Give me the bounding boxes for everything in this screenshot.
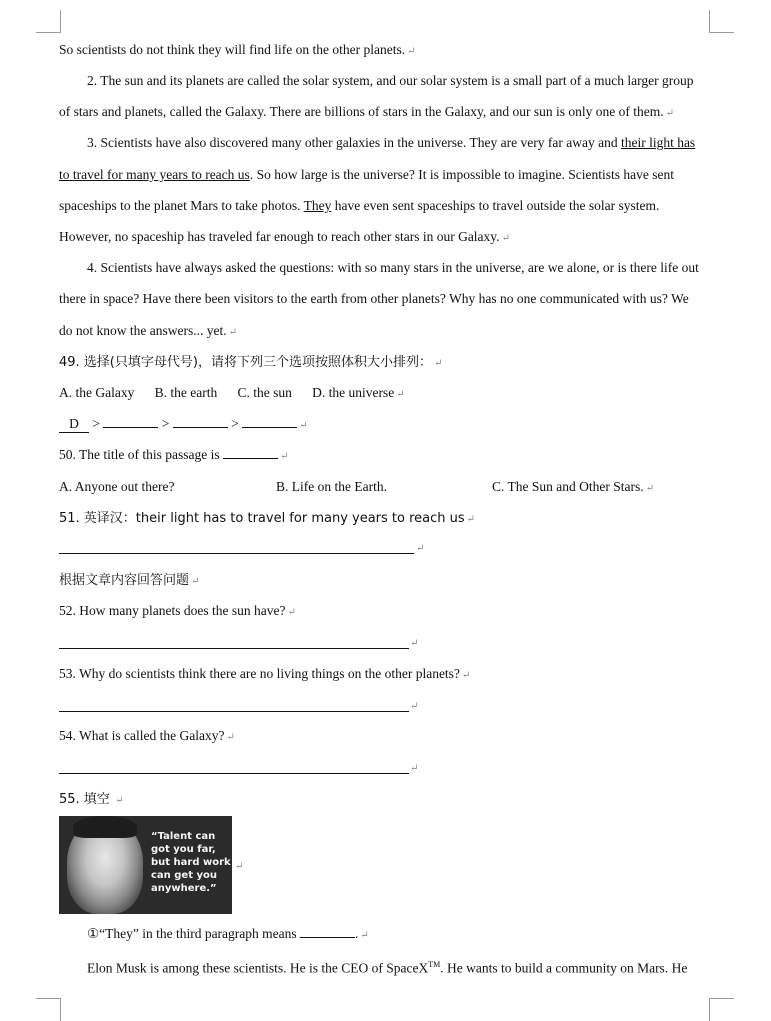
question-49-answer-row: D > > > ↵ [59, 415, 308, 435]
paragraph-mark-icon: ↵ [360, 930, 369, 941]
question-53-prompt: 53. Why do scientists think there are no living things on the other planets? ↵ [59, 666, 471, 681]
paragraph-mark-icon: ↵ [501, 233, 510, 244]
quote-photo [59, 816, 232, 914]
answer-blank[interactable] [103, 415, 158, 428]
passage-line: 2. The sun and its planets are called the solar system, and our solar system is a small part of a much larger group [87, 73, 694, 88]
paragraph-mark-icon: ↵ [410, 638, 419, 649]
page-corner-mark [36, 10, 61, 33]
question-54-prompt: 54. What is called the Galaxy? ↵ [59, 728, 235, 743]
passage-line: to travel for many years to reach us. So how large is the universe? It is impossible to imagine. Scientists have sent [59, 167, 675, 182]
passage-line: spaceships to the planet Mars to take photos. They have even sent spaceships to travel outside the solar system. [59, 198, 660, 213]
passage-line: So scientists do not think they will find life on the other planets. ↵ [59, 42, 416, 57]
paragraph-mark-icon: ↵ [115, 795, 124, 806]
passage-line: of stars and planets, called the Galaxy. There are billions of stars in the Galaxy, and our sun is only one of them. ↵ [59, 104, 674, 119]
passage-line: 3. Scientists have also discovered many other galaxies in the universe. They are very far away and their light has [87, 135, 696, 150]
paragraph-mark-icon: ↵ [287, 607, 296, 618]
paragraph-mark-icon: ↵ [396, 389, 405, 400]
paragraph-mark-icon: ↵ [433, 358, 443, 369]
question-50-option-b: B. Life on the Earth. [276, 479, 387, 494]
paragraph-mark-icon: ↵ [665, 108, 674, 119]
paragraph-mark-icon: ↵ [226, 732, 235, 743]
answer-blank[interactable] [173, 415, 228, 428]
question-52-prompt: 52. How many planets does the sun have? ↵ [59, 603, 296, 618]
answer-line[interactable] [59, 711, 409, 712]
underlined-phrase: their light has [620, 135, 696, 150]
passage-line: 4. Scientists have always asked the questions: with so many stars in the universe, are we alone, or is there life out [87, 260, 699, 275]
paragraph-mark-icon: ↵ [279, 451, 289, 462]
passage-line: do not know the answers... yet. ↵ [59, 323, 237, 338]
passage-line: However, no spaceship has traveled far enough to reach other stars in our Galaxy. ↵ [59, 229, 510, 244]
paragraph-mark-icon: ↵ [299, 420, 308, 431]
passage-line: there in space? Have there been visitors to the earth from other planets? Why has no one communicated with us? We [59, 291, 689, 306]
question-55-passage-line: Elon Musk is among these scientists. He is the CEO of SpaceX™. He wants to build a community on Mars. He [87, 960, 688, 976]
question-50-prompt: 50. The title of this passage is ↵ [59, 447, 289, 462]
photo-quote-text: “Talent can got you far, but hard work can get you anywhere.” [151, 831, 231, 894]
underlined-word: They [303, 198, 332, 213]
paragraph-mark-icon: ↵ [407, 46, 416, 57]
paragraph-mark-icon: ↵ [228, 327, 237, 338]
underlined-phrase: to travel for many years to reach us [59, 167, 250, 182]
paragraph-mark-icon: ↵ [645, 483, 655, 494]
question-55-item-1: ①“They” in the third paragraph means . ↵ [87, 926, 369, 941]
page-corner-mark [709, 998, 734, 1021]
question-49-options: A. the Galaxy B. the earth C. the sun D. the universe ↵ [59, 385, 405, 400]
answer-line[interactable] [59, 553, 414, 554]
paragraph-mark-icon: ↵ [416, 543, 425, 554]
paragraph-mark-icon: ↵ [191, 576, 200, 587]
question-51-prompt: 51. 英译汉：their light has to travel for many years to reach us ↵ [59, 511, 476, 526]
question-50-option-c: C. The Sun and Other Stars. ↵ [492, 479, 655, 494]
answer-line[interactable] [59, 648, 409, 649]
section-heading: 根据文章内容回答问题 ↵ [59, 573, 200, 588]
paragraph-mark-icon: ↵ [466, 514, 476, 525]
answer-blank-filled[interactable]: D [59, 416, 89, 433]
portrait-hair [73, 816, 137, 838]
question-49-prompt: 49. 选择(只填字母代号)，请将下列三个选项按照体积大小排列： ↵ [59, 355, 443, 370]
answer-blank[interactable] [223, 446, 278, 459]
paragraph-mark-icon: ↵ [410, 763, 419, 774]
paragraph-mark-icon: ↵ [461, 670, 471, 681]
question-50-option-a: A. Anyone out there? [59, 479, 175, 494]
answer-line[interactable] [59, 773, 409, 774]
paragraph-mark-icon: ↵ [235, 861, 244, 872]
paragraph-mark-icon: ↵ [410, 701, 419, 712]
answer-blank[interactable] [242, 415, 297, 428]
answer-blank[interactable] [300, 925, 355, 938]
page-corner-mark [36, 998, 61, 1021]
page-corner-mark [709, 10, 734, 33]
question-55-prompt: 55. 填空 ↵ [59, 792, 124, 807]
